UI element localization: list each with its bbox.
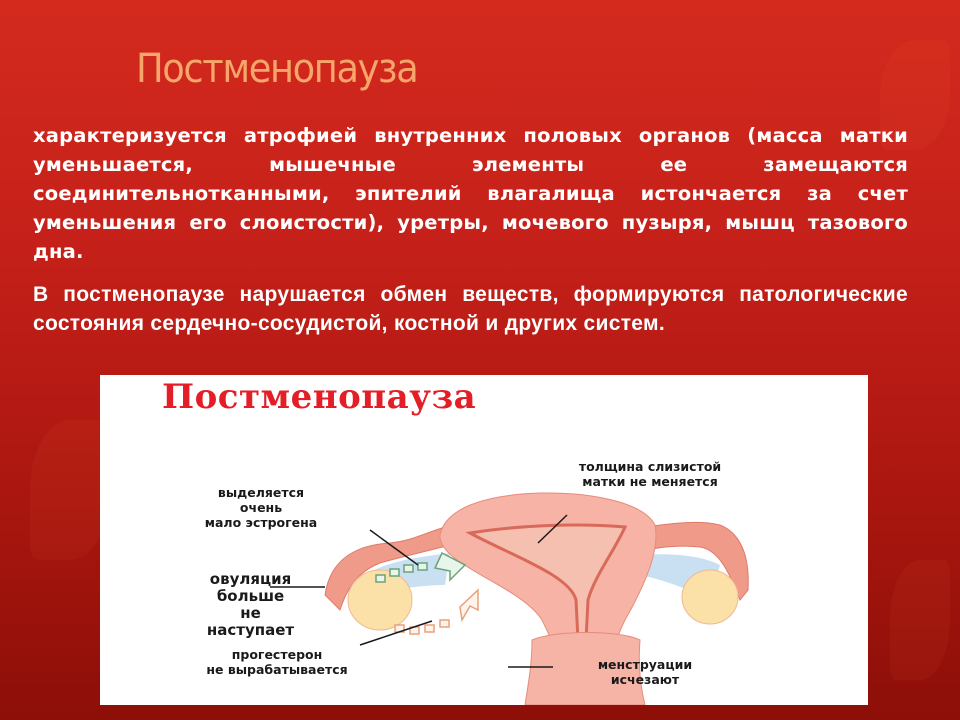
diagram-title: Постменопауза (162, 377, 477, 417)
paragraph-metabolism: В постменопаузе нарушается обмен веществ, формируются патологические состояния сердечно-сосудистой, костной и других систем. (33, 283, 908, 335)
background-leaf-decoration (30, 420, 110, 560)
background-leaf-decoration (890, 560, 950, 680)
label-menstruation: менструации исчезают (597, 657, 693, 687)
label-ovulation: овуляция больше не наступает (206, 570, 295, 639)
label-endometrium: толщина слизистой матки не меняется (578, 459, 722, 489)
postmenopause-diagram (100, 375, 868, 705)
label-estrogen: выделяется очень мало эстрогена (204, 485, 318, 530)
paragraph-atrophy: характеризуется атрофией внутренних половых органов (масса матки уменьшается, мышечные элементы ее замещаются соединительнотканными, эпителий влагалища истончается за счет уменьшения его слоистости), уретры, мочевого пузыря, мышц тазового дна. (33, 124, 908, 263)
slide-title: Постменопауза (136, 46, 418, 92)
label-progesterone: прогестерон не вырабатывается (206, 647, 348, 677)
